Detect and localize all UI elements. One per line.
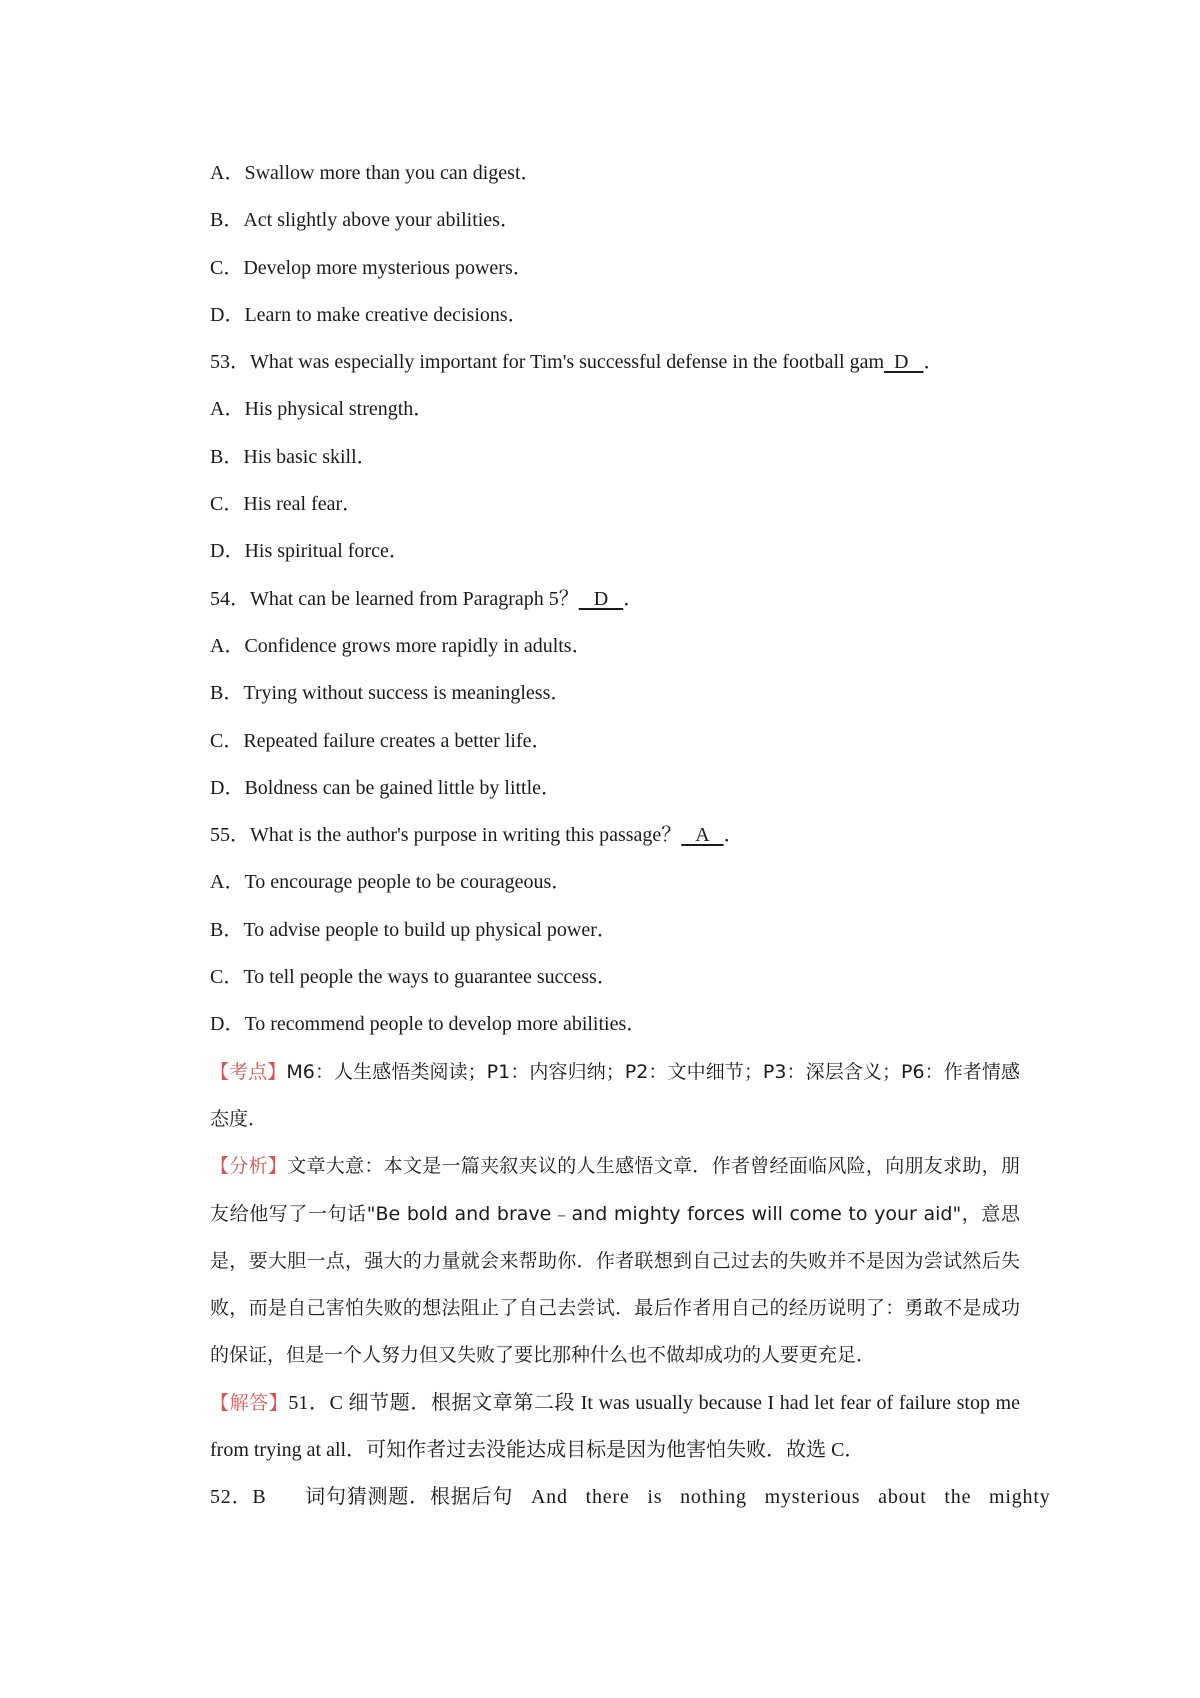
q55-option-d: D．To recommend people to develop more abilities． (210, 1013, 647, 1036)
q55-option-a: A．To encourage people to be courageous． (210, 871, 572, 894)
q53-stem: 53．What was especially important for Tim's successful defense in the football gam (210, 351, 885, 374)
fenxi-section (210, 1143, 1020, 1379)
q52-option-a: A．Swallow more than you can digest． (210, 162, 541, 184)
document-page (210, 150, 1051, 1522)
jieda-tag: 【解答】 (210, 1391, 289, 1414)
q55-question (210, 812, 1020, 859)
q55-option-b: B．To advise people to build up physical power． (210, 918, 617, 941)
q53-option-a: A．His physical strength． (210, 398, 434, 421)
jieda-text: 51．C 细节题．根据文章第二段 It was usually because I had let fear of failure stop me from trying at all．可知作者过去没能达成目标是因为他害怕失败．故选 C． (210, 1391, 1020, 1462)
q52-answer-line: 52．B 词句猜测题．根据后句 And there is nothing mysterious about the mighty (210, 1486, 1051, 1509)
q52-option-c: C．Develop more mysterious powers． (210, 256, 533, 279)
q55-answer-blank: A (681, 824, 724, 847)
q53-end: ． (923, 351, 944, 374)
q55-stem: 55．What is the author's purpose in writing this passage？ (210, 824, 682, 847)
q54-option-a: A．Confidence grows more rapidly in adults． (210, 634, 592, 657)
q52-option-d: D．Learn to make creative decisions． (210, 303, 528, 326)
q55-option-c: C．To tell people the ways to guarantee success． (210, 966, 617, 989)
kaodian-tag: 【考点】 (210, 1060, 287, 1083)
q54-end: ． (623, 587, 644, 610)
fenxi-text: 文章大意：本文是一篇夹叙夹议的人生感悟文章．作者曾经面临风险，向朋友求助，朋友给他写了一句话"Be bold and brave﹣and mighty forces will come to your aid"，意思是，要大胆一点，强大的力量就会来帮助你．作者联想到自己过去的失败并不是因为尝试然后失败，而是自己害怕失败的想法阻止了自己去尝试．最后作者用自己的经历说明了：勇敢不是成功的保证，但是一个人努力但又失败了要比那种什么也不做却成功的人要更充足． (210, 1155, 1020, 1367)
q53-option-d: D．His spiritual force． (210, 540, 409, 563)
q53-answer-blank: D (884, 351, 924, 374)
fenxi-tag: 【分析】 (210, 1155, 288, 1178)
q54-option-b: B．Trying without success is meaningless． (210, 682, 571, 705)
kaodian-text: M6：人生感悟类阅读；P1：内容归纳；P2：文中细节；P3：深层含义；P6：作者情感态度． (210, 1060, 1020, 1130)
q53-option-c: C．His real fear． (210, 493, 363, 516)
q53-question (210, 339, 1020, 386)
q54-option-c: C．Repeated failure creates a better life． (210, 729, 552, 752)
q54-question (210, 576, 1020, 623)
q55-end: ． (723, 824, 744, 847)
q52-option-b: B．Act slightly above your abilities． (210, 209, 520, 232)
q54-stem: 54．What can be learned from Paragraph 5？ (210, 587, 579, 610)
kaodian-section (210, 1049, 1020, 1144)
q53-option-b: B．His basic skill． (210, 445, 377, 468)
jieda-section (210, 1380, 1020, 1475)
q54-option-d: D．Boldness can be gained little by little． (210, 776, 562, 799)
q54-answer-blank: D (578, 587, 624, 610)
